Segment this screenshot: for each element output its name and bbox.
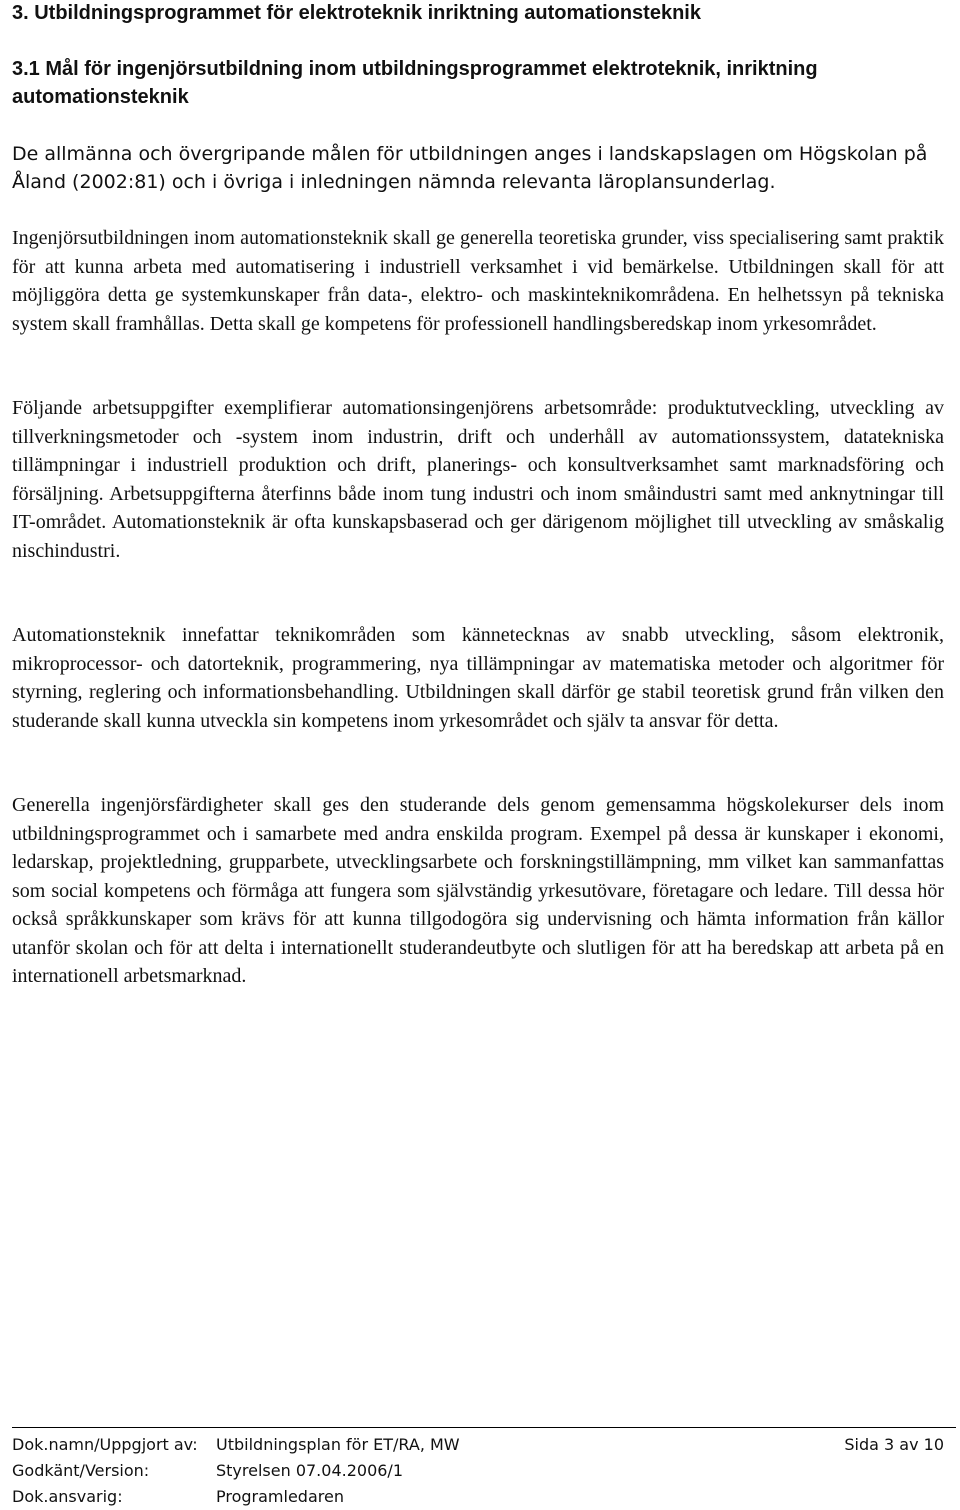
- paragraph-1: Ingenjörsutbildningen inom automationsteknik skall ge generella teoretiska grunder, viss specialisering samt praktik för att kunna arbeta med automatisering i industriell verksamhet i vid bemärkelse. Utbildningen skall för att möjliggöra detta ge systemkunskaper från data-, elektro- och maskinteknikområdena. En helhetssyn på tekniska system skall framhållas. Detta skall ge kompetens för professionell handlingsberedskap inom yrkesområdet.: [12, 227, 944, 335]
- subsection-heading: 3.1 Mål för ingenjörsutbildning inom utbildningsprogrammet elektroteknik, inriktning automationsteknik: [12, 58, 818, 108]
- footer-owner-label: Dok.ansvarig:: [12, 1487, 123, 1506]
- section-heading: 3. Utbildningsprogrammet för elektroteknik inriktning automationsteknik: [12, 2, 701, 24]
- paragraph-2: Följande arbetsuppgifter exemplifierar automationsingenjörens arbetsområde: produktutveckling, utveckling av tillverkningsmetoder och -system inom industrin, drift och underhåll av automationssystem, datatekniska tillämpningar i industriell produktion och drift, planerings- och konsultverksamhet samt marknadsföring och försäljning. Arbetsuppgifterna återfinns både inom tung industri och inom småindustri samt med anknytningar till IT-området. Automationsteknik är ofta kunskapsbaserad och ger därigenom möjlighet till utveckling av småskalig nischindustri.: [12, 397, 944, 562]
- page-footer: [12, 1432, 956, 1510]
- footer-approved-value: Styrelsen 07.04.2006/1: [216, 1461, 403, 1480]
- intro-paragraph: De allmänna och övergripande målen för utbildningen anges i landskapslagen om Högskolan på Åland (2002:81) och i övriga i inledningen nämnda relevanta läroplansunderlag.: [12, 143, 928, 193]
- footer-row-document: [12, 1432, 956, 1458]
- paragraph-4: Generella ingenjörsfärdigheter skall ges den studerande dels genom gemensamma högskolekurser dels inom utbildningsprogrammet och i samarbete med andra enskilda program. Exempel på dessa är kunskaper i ekonomi, ledarskap, projektledning, grupparbete, utvecklingsarbete och forskningstillämpning, mm vilket kan sammanfattas som social kompetens och förmåga att fungera som självständig yrkesutövare, företagare och ledare. Till dessa hör också språkkunskaper som krävs för att kunna tillgodogöra sig undervisning och hämta information från källor utanför skolan och för att delta i internationellt studerandeutbyte och slutligen för att ha beredskap att arbeta på en internationell arbetsmarknad.: [12, 794, 944, 987]
- footer-row-owner: [12, 1484, 956, 1510]
- footer-doc-label: Dok.namn/Uppgjort av:: [12, 1435, 198, 1454]
- paragraph-3: Automationsteknik innefattar teknikområden som kännetecknas av snabb utveckling, såsom elektronik, mikroprocessor- och datorteknik, programmering, nya tillämpningar av matematiska metoder och algoritmer för styrning, reglering och informationsbehandling. Utbildningen skall därför ge stabil teoretisk grund från vilken den studerande skall kunna utveckla sin kompetens inom yrkesområdet och själv ta ansvar för detta.: [12, 624, 944, 732]
- footer-page-number: Sida 3 av 10: [844, 1435, 944, 1454]
- footer-divider: [12, 1427, 956, 1428]
- footer-approved-label: Godkänt/Version:: [12, 1461, 150, 1480]
- footer-owner-value: Programledaren: [216, 1487, 344, 1506]
- footer-row-approved: [12, 1458, 956, 1484]
- footer-doc-value: Utbildningsplan för ET/RA, MW: [216, 1435, 460, 1454]
